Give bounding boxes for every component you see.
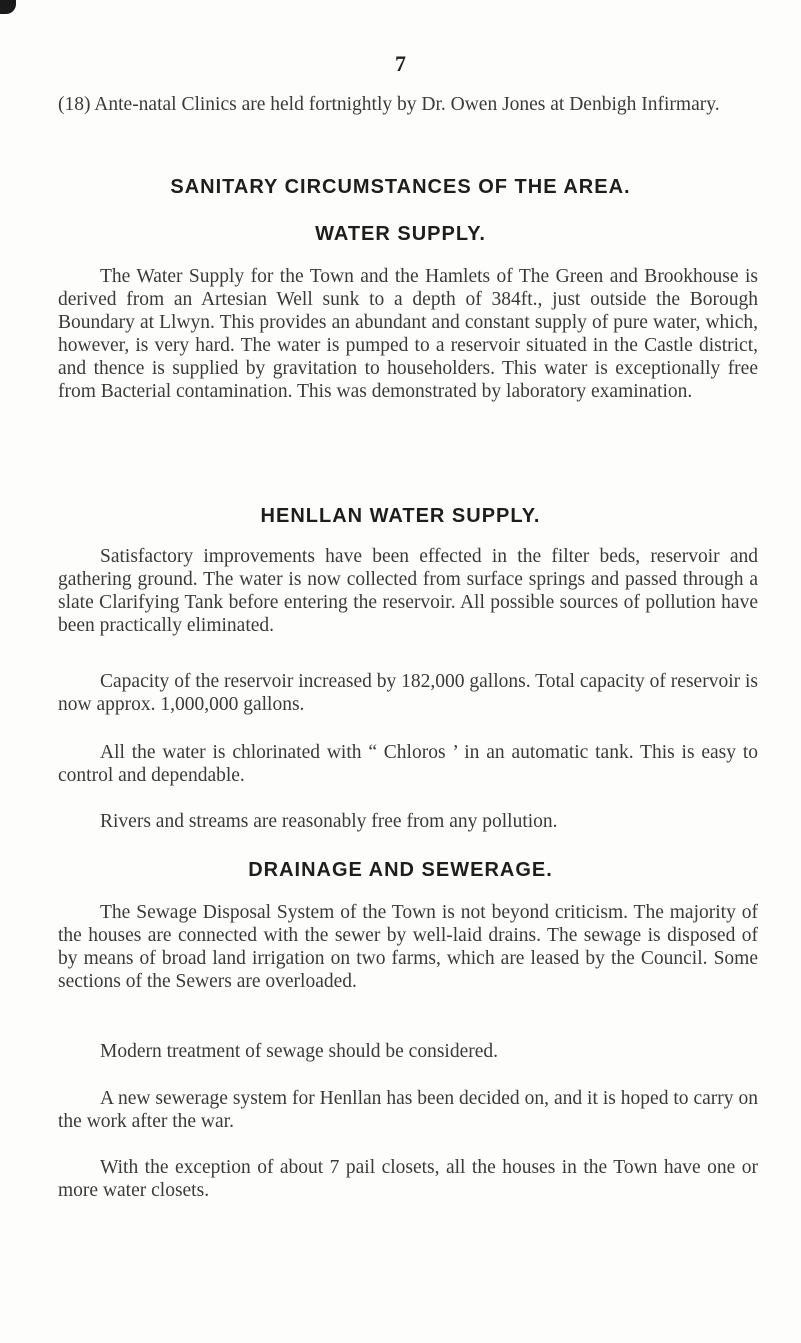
- item-18-block: [58, 93, 758, 116]
- drainage-paragraph-2-block: [58, 1040, 758, 1063]
- water-supply-paragraph: The Water Supply for the Town and the Hamlets of The Green and Brookhouse is derived from an Artesian Well sunk to a depth of 384ft., just outside the Borough Boundary at Llwyn. This provides an abundant and constant supply of pure water, which, however, is very hard. The water is pumped to a reservoir situated in the Castle district, and thence is supplied by gravitation to householders. This water is exceptionally free from Bacterial contamination. This was demonstrated by laboratory examination.: [58, 266, 758, 402]
- item-18-text: (18) Ante-natal Clinics are held fortnightly by Dr. Owen Jones at Denbigh Infirmary.: [58, 94, 720, 115]
- henllan-paragraph-3-block: [58, 741, 758, 787]
- henllan-paragraph-1: Satisfactory improvements have been effected in the filter beds, reservoir and gathering ground. The water is now collected from surface springs and passed through a slate Clarifying Tank before entering the reservoir. All possible sources of pollution have been practically eliminated.: [58, 546, 758, 636]
- henllan-paragraph-1-block: [58, 545, 758, 637]
- drainage-paragraph-4: With the exception of about 7 pail closets, all the houses in the Town have one or more water closets.: [58, 1157, 758, 1201]
- drainage-paragraph-3: A new sewerage system for Henllan has been decided on, and it is hoped to carry on the work after the war.: [58, 1088, 758, 1132]
- page-corner-mark: [0, 0, 16, 14]
- henllan-paragraph-2: Capacity of the reservoir increased by 182,000 gallons. Total capacity of reservoir is now approx. 1,000,000 gallons.: [58, 671, 758, 715]
- henllan-water-supply-heading: HENLLAN WATER SUPPLY.: [260, 505, 541, 527]
- section-title: SANITARY CIRCUMSTANCES OF THE AREA.: [170, 176, 631, 198]
- henllan-paragraph-3: All the water is chlorinated with “ Chloros ’ in an automatic tank. This is easy to control and dependable.: [58, 742, 758, 786]
- henllan-paragraph-4: Rivers and streams are reasonably free from any pollution.: [100, 811, 558, 832]
- drainage-paragraph-1: The Sewage Disposal System of the Town is not beyond criticism. The majority of the houses are connected with the sewer by well-laid drains. The sewage is disposed of by means of broad land irrigation on two farms, which are leased by the Council. Some sections of the Sewers are overloaded.: [58, 902, 758, 992]
- drainage-sewerage-heading: DRAINAGE AND SEWERAGE.: [248, 859, 553, 881]
- page-number: 7: [395, 51, 406, 76]
- drainage-paragraph-2: Modern treatment of sewage should be considered.: [100, 1041, 498, 1062]
- drainage-paragraph-1-block: [58, 901, 758, 993]
- drainage-paragraph-4-block: [58, 1156, 758, 1202]
- henllan-paragraph-4-block: [58, 810, 758, 833]
- water-supply-block: [58, 265, 758, 403]
- drainage-paragraph-3-block: [58, 1087, 758, 1133]
- henllan-paragraph-2-block: [58, 670, 758, 716]
- water-supply-heading: WATER SUPPLY.: [315, 223, 486, 245]
